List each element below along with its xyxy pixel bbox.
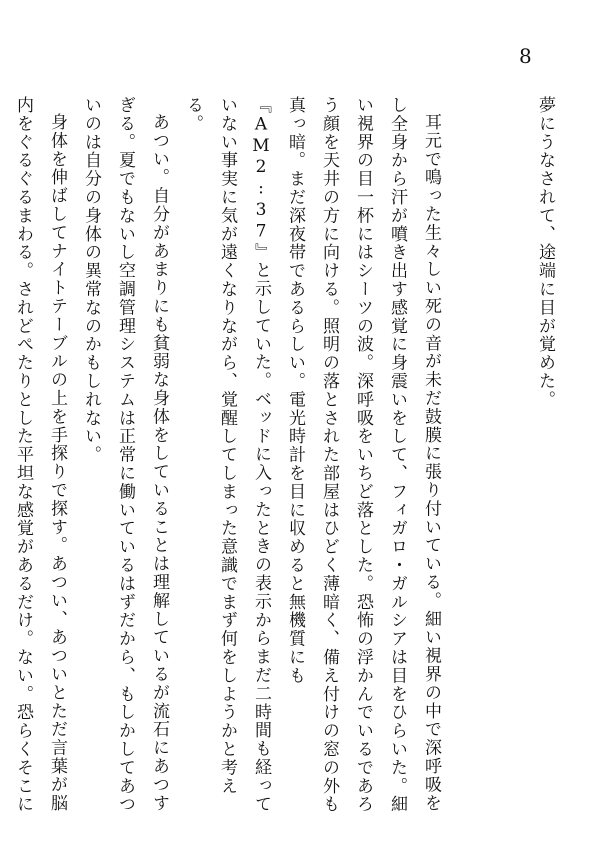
chapter-title: 夢にうなされて、途端に目が覚めた。 [535, 96, 555, 409]
page-number: 8 [519, 44, 532, 68]
paragraph-2: あつい。自分があまりにも貧弱な身体をしていることは理解しているが流石にあつすぎる。夏でもないし空調管理システムは正常に働いているはずだから、もしかしてあついのは自分の身体の異常なのかもしれない。 [81, 96, 169, 814]
paragraph-1: 耳元で鳴った生々しい死の音が未だ鼓膜に張り付いている。細い視界の中で深呼吸をし全身から汗が噴き出す感覚に身震いをして、フィガロ・ガルシアは目をひらいた。細い視界の目一杯にはシーツの波。深呼吸をいちど落とした。恐怖の浮かんでいるであろう顔を天井の方に向ける。照明の落とされた部屋はひどく薄暗く、備え付けの窓の外も真っ暗。まだ深夜帯であるらしい。電光時計を目に収めると無機質にも『AM2:37』と示していた。ベッドに入ったときの表示からまだ二時間も経っていない事実に気が遠くなりながら、覚醒してしまった意識でまず何をしようかと考える。 [183, 96, 441, 814]
body-text [0, 96, 562, 816]
paragraph-3: 身体を伸ばしてナイトテーブルの上を手探りで探す。あつい、あついとただ言葉が脳内をぐるぐるまわる。されどぺたりとした平坦な感覚があるだけ。ない。恐らくそこに [13, 96, 67, 814]
